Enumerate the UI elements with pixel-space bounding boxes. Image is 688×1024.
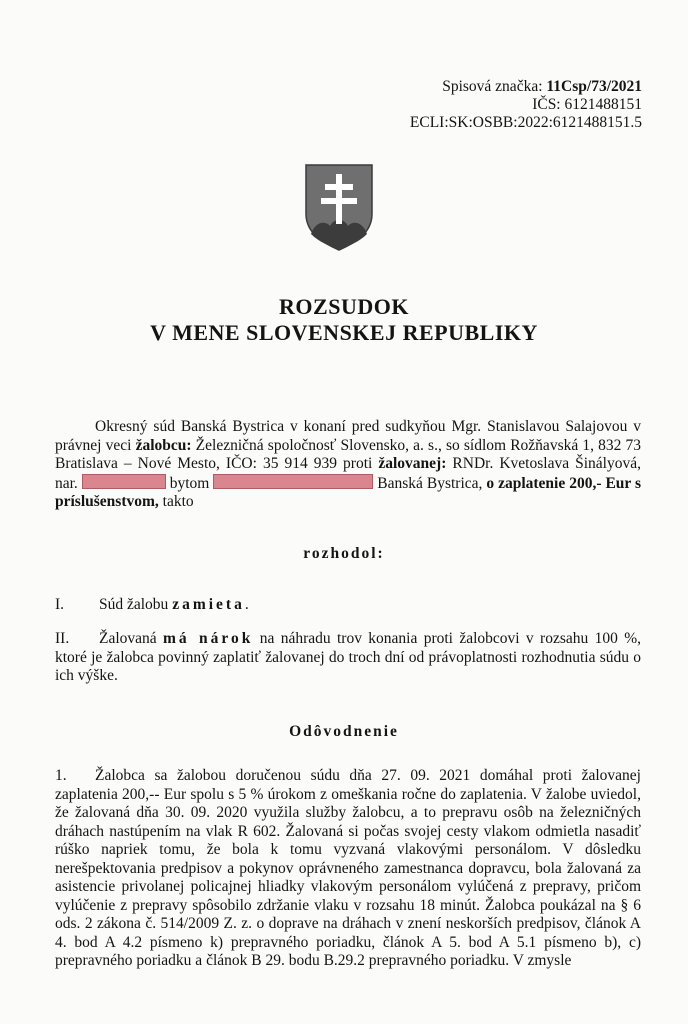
reasoning-paragraph-1: [55, 767, 641, 971]
verdict-1-lead: Súd žalobu: [99, 596, 173, 613]
verdict-item-1: [55, 596, 641, 615]
verdict-number-1: I.: [55, 596, 65, 613]
intro-text-1: Okresný súd Banská Bystrica v konaní pred sudkyňou Mgr. Stanislavou Salajovou v právnej veci: [55, 418, 641, 454]
intro-text-4: bytom: [165, 474, 214, 492]
verdict-text-1: [99, 596, 641, 615]
defendant-label: žalovanej:: [378, 455, 447, 472]
ics-number: IČS: 6121488151: [532, 96, 642, 113]
file-number: 11Csp/73/2021: [546, 78, 642, 95]
slovak-coat-of-arms-icon: [303, 162, 375, 252]
verdict-2-tail: na náhradu trov konania proti žalobcovi v rozsahu 100 %, ktoré je žalobca povinný zaplatiť žalovanej do troch dní od právoplatnosti rozhodnutia súdu o ich výške.: [55, 630, 641, 684]
verdict-1-keyword: zamieta: [172, 596, 245, 613]
reasoning-number-1: 1.: [55, 767, 67, 784]
verdict-2-keyword: má nárok: [163, 630, 254, 647]
intro-text-2: Železničná spoločnosť Slovensko, a. s., so sídlom Rožňavská 1, 832 73 Bratislava – Nové Mesto, IČO: 35 914 939 proti: [55, 436, 642, 472]
judgment-title: ROZSUDOK: [279, 294, 409, 319]
reasoning-text-1: [55, 767, 641, 971]
verdict-text-2: [55, 630, 641, 686]
verdict-item-2: [55, 630, 641, 686]
intro-text-5: Banská Bystrica,: [373, 474, 487, 492]
ecli-number: ECLI:SK:OSBB:2022:6121488151.5: [409, 114, 642, 131]
verdict-2-lead: Žalovaná: [99, 630, 164, 647]
plaintiff-label: žalobcu:: [135, 436, 192, 454]
verdict-number-2: II.: [55, 630, 70, 647]
redacted-address: [213, 474, 373, 489]
verdict-1-tail: .: [244, 596, 249, 613]
judgment-subtitle: V MENE SLOVENSKEJ REPUBLIKY: [150, 320, 538, 345]
reasoning-body: Žalobca sa žalobou doručenou súdu dňa 27. 09. 2021 domáhal proti žalovanej zaplatenia 200,-- Eur spolu s 5 % úrokom z omeškania ročne do zaplatenia. V žalobe uviedol, že žalovaná dňa 30. 09. 2020 využila služby žalobcu, a to prepravu osôb na železničných dráhach nastúpením na vlak R 602. Žalovaná si počas svojej cesty vlakom odmietla nasadiť rúško napriek tomu, že bola k tomu vyzvaná vlakovými personálom. V dôsledku nerešpektovania predpisov a pokynov oprávneného zamestnanca dopravcu, bola žalovaná za asistencie privolanej policajnej hliadky vlakovým personálom vylúčená z prepravy, pričom vylúčenie z prepravy spôsobilo zdržanie vlaku v rozsahu 18 minút. Žalobca poukázal na § 6 ods. 2 zákona č. 514/2009 Z. z. o doprave na dráhach v znení neskorších predpisov, článok A 4. bod A 4.2 písmeno k) prepravného poriadku, článok A 5. bod A 5.1 písmeno b), c) prepravného poriadku a článok B 29. bodu B.29.2 prepravného poriadku. V zmysle: [55, 767, 641, 969]
reasoning-heading: Odôvodnenie: [289, 723, 399, 740]
case-metadata: [410, 78, 642, 132]
decision-heading: rozhodol:: [303, 545, 385, 562]
file-number-line: [410, 78, 642, 96]
file-number-label: Spisová značka:: [442, 78, 543, 95]
intro-paragraph: [55, 418, 641, 512]
intro-text-6: takto: [158, 493, 194, 510]
intro-text-3: RNDr. Kvetoslava Šinályová, nar.: [55, 455, 641, 492]
claim-subject: o zaplatenie 200,- Eur s príslušenstvom,: [55, 474, 641, 510]
redacted-birthdate: [82, 474, 166, 489]
